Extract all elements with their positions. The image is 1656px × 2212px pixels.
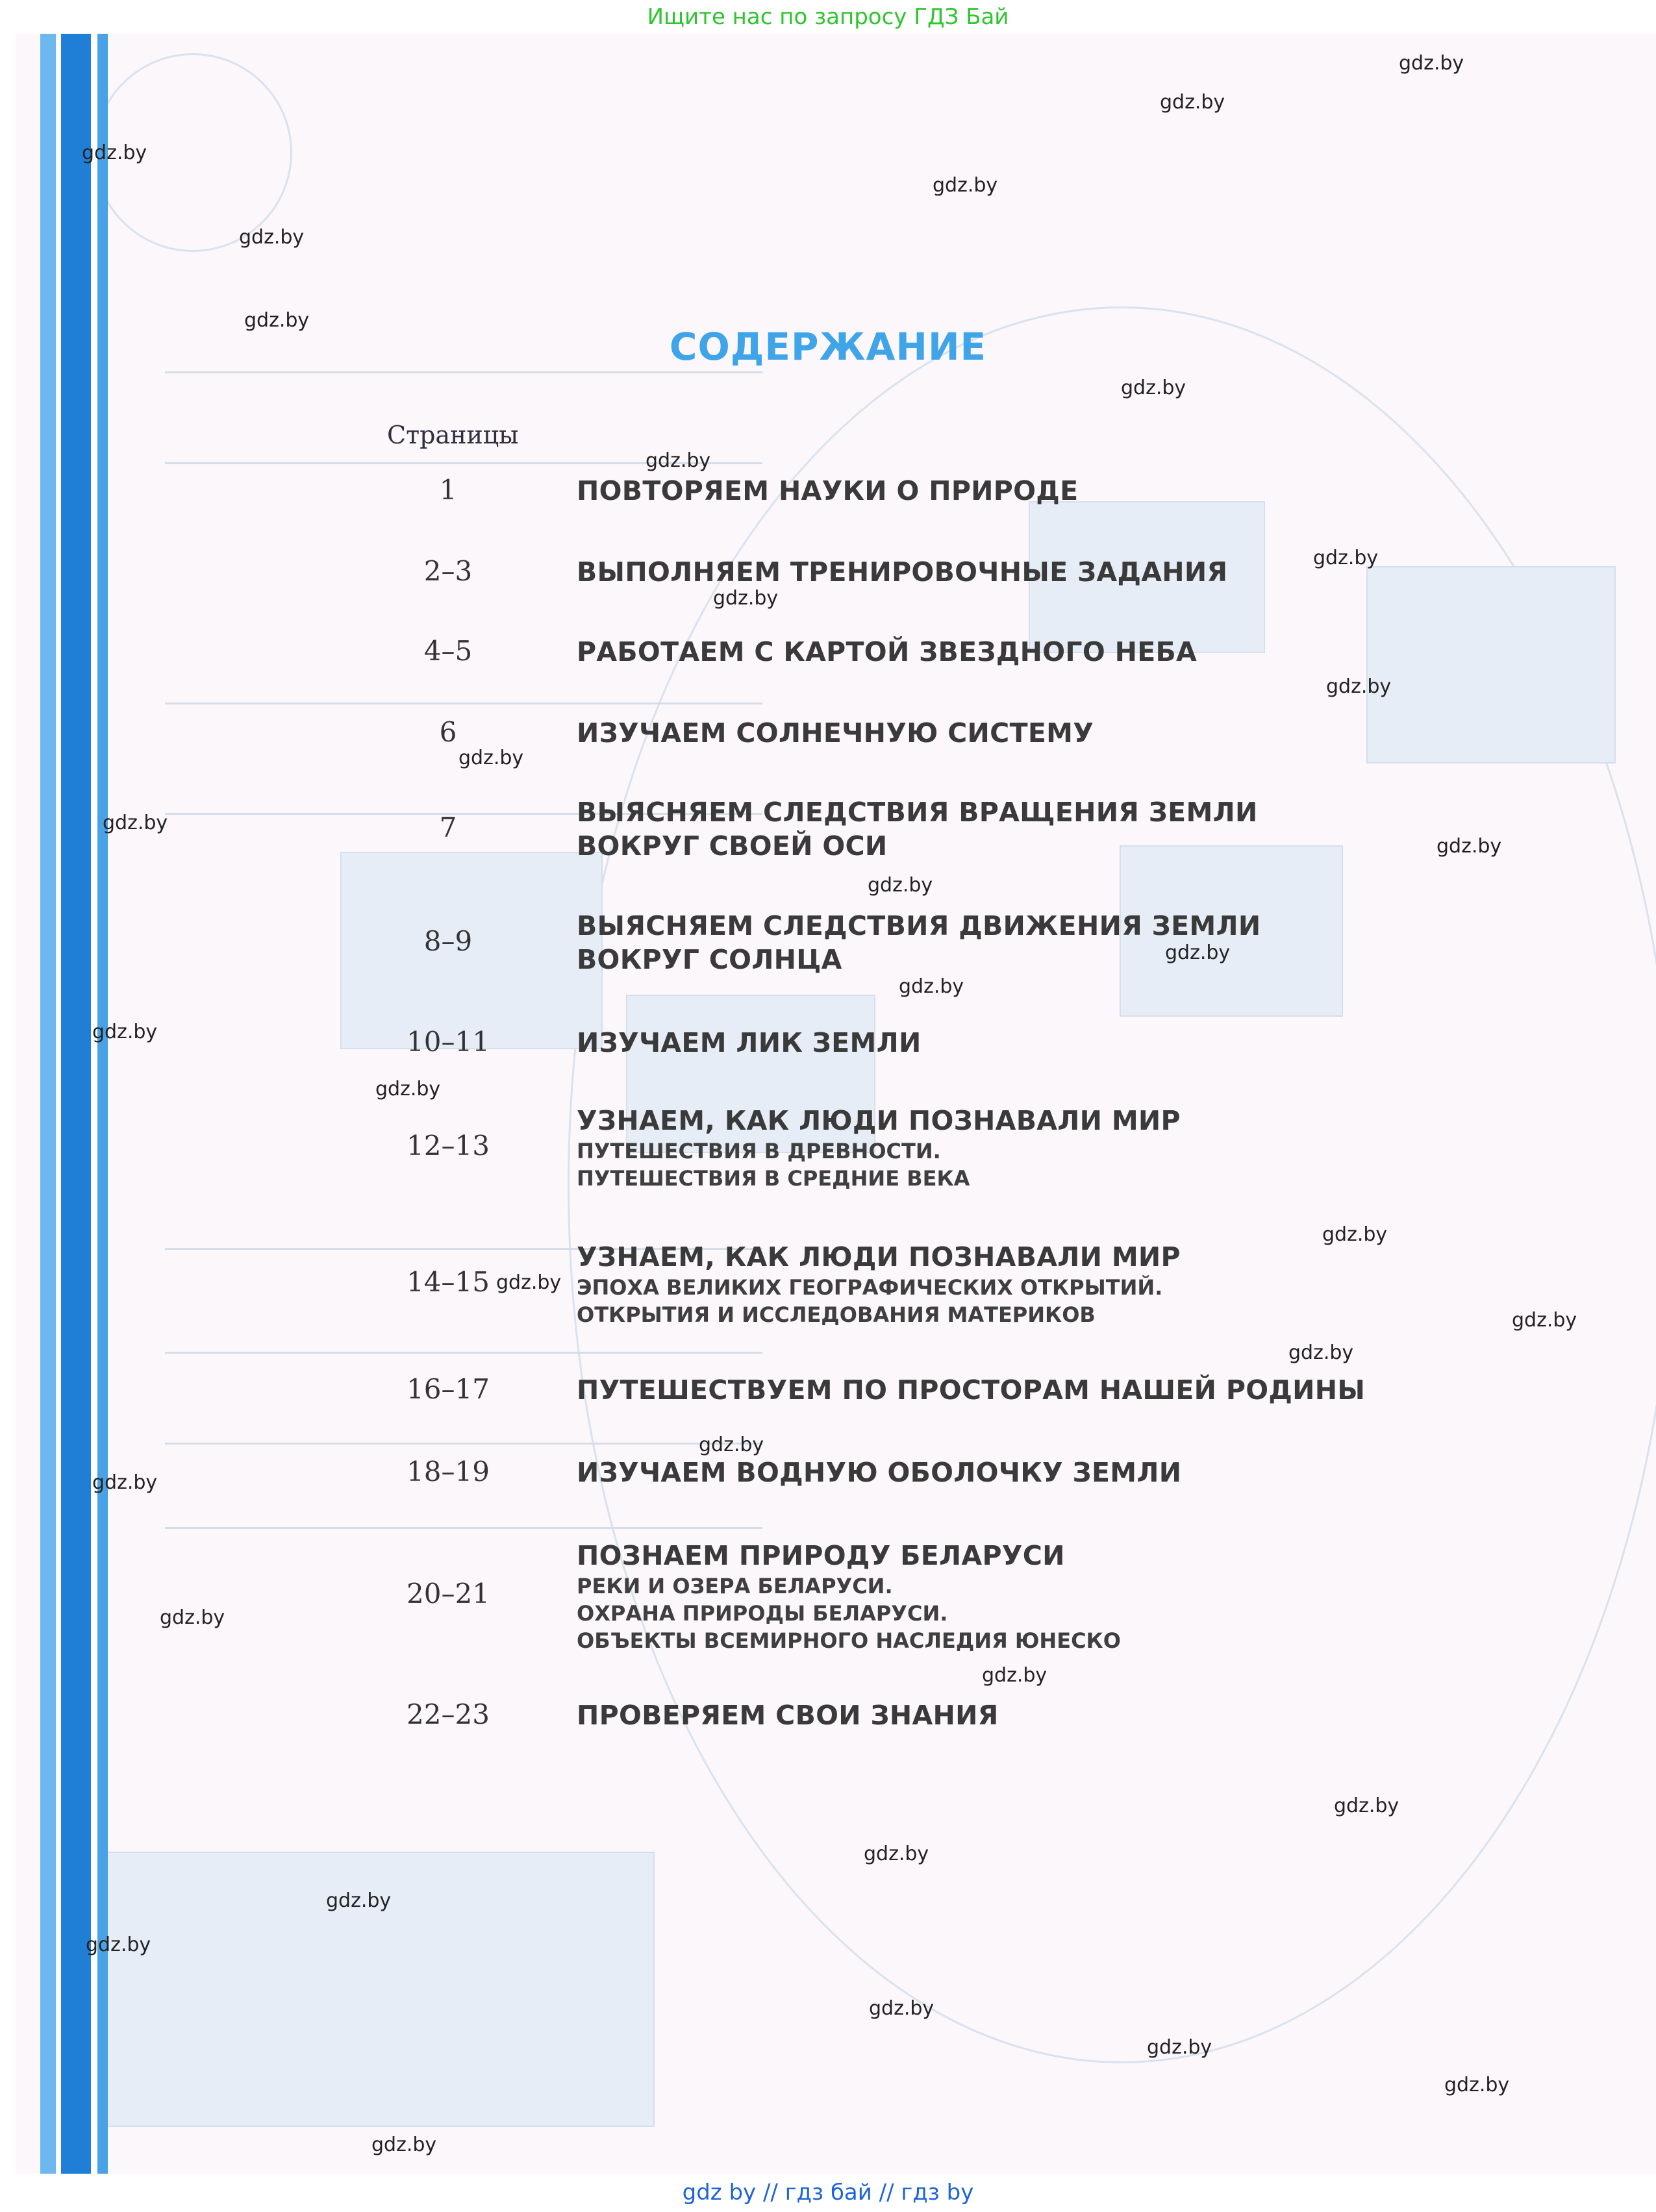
watermark-text: gdz.by: [1322, 1223, 1388, 1246]
watermark-text: gdz.by: [92, 1021, 158, 1043]
watermark-text: gdz.by: [646, 449, 711, 472]
toc-title: ПОЗНАЕМ ПРИРОДУ БЕЛАРУСИ: [577, 1540, 1065, 1571]
toc-subtitle: ПУТЕШЕСТВИЯ В ДРЕВНОСТИ.: [577, 1139, 941, 1163]
toc-title: УЗНАЕМ, КАК ЛЮДИ ПОЗНАВАЛИ МИР: [577, 1105, 1181, 1136]
watermark-text: gdz.by: [239, 226, 305, 249]
toc-title: ВОКРУГ СОЛНЦА: [577, 944, 842, 975]
toc-title: ИЗУЧАЕМ ЛИК ЗЕМЛИ: [577, 1027, 922, 1058]
toc-page-numbers: 1: [439, 474, 457, 506]
toc-page-numbers: 20–21: [407, 1578, 490, 1609]
bleed-rule: [165, 1352, 762, 1354]
watermark-text: gdz.by: [1326, 675, 1392, 698]
toc-page-numbers: 14–15: [407, 1266, 490, 1298]
toc-title: РАБОТАЕМ С КАРТОЙ ЗВЕЗДНОГО НЕБА: [577, 636, 1198, 667]
watermark-text: gdz.by: [1160, 91, 1225, 114]
watermark-text: gdz.by: [1399, 52, 1464, 75]
toc-entry: [577, 635, 1518, 669]
watermark-text: gdz.by: [864, 1843, 929, 1865]
toc-title: ВЫПОЛНЯЕМ ТРЕНИРОВОЧНЫЕ ЗАДАНИЯ: [577, 556, 1228, 588]
toc-page-numbers: 7: [439, 812, 457, 843]
top-banner[interactable]: Ищите нас по запросу ГДЗ Бай: [647, 4, 1009, 30]
pages-column-header: Страницы: [387, 421, 519, 449]
bottom-banner[interactable]: gdz by // гдз бай // гдз by: [682, 2180, 974, 2206]
toc-entry: [577, 716, 1518, 750]
watermark-text: gdz.by: [1147, 2036, 1212, 2059]
watermark-text: gdz.by: [699, 1434, 764, 1456]
toc-entry: [577, 1698, 1518, 1732]
watermark-text: gdz.by: [1313, 547, 1379, 569]
watermark-text: gdz.by: [1334, 1795, 1399, 1817]
toc-subtitle: ЭПОХА ВЕЛИКИХ ГЕОГРАФИЧЕСКИХ ОТКРЫТИЙ.: [577, 1275, 1163, 1300]
toc-title: ВОКРУГ СВОЕЙ ОСИ: [577, 830, 888, 862]
watermark-text: gdz.by: [103, 812, 168, 834]
toc-title: ВЫЯСНЯЕМ СЛЕДСТВИЯ ДВИЖЕНИЯ ЗЕМЛИ: [577, 910, 1261, 941]
toc-entry: [577, 474, 1518, 508]
toc-page-numbers: 8–9: [423, 925, 473, 957]
page-title: СОДЕРЖАНИЕ: [669, 325, 987, 369]
toc-page-numbers: 10–11: [407, 1026, 490, 1058]
watermark-text: gdz.by: [1444, 2074, 1510, 2096]
watermark-text: gdz.by: [899, 975, 964, 998]
toc-entry: [577, 1373, 1518, 1407]
watermark-text: gdz.by: [1165, 941, 1231, 964]
watermark-text: gdz.by: [92, 1471, 158, 1494]
watermark-text: gdz.by: [869, 1997, 935, 2020]
toc-page-numbers: 6: [439, 716, 457, 748]
bleed-rule: [165, 1443, 762, 1445]
toc-subtitle: РЕКИ И ОЗЕРА БЕЛАРУСИ.: [577, 1574, 893, 1598]
watermark-text: gdz.by: [1512, 1309, 1577, 1332]
watermark-text: gdz.by: [458, 747, 524, 769]
toc-title: ИЗУЧАЕМ ВОДНУЮ ОБОЛОЧКУ ЗЕМЛИ: [577, 1457, 1182, 1488]
watermark-text: gdz.by: [982, 1664, 1048, 1687]
toc-title: ВЫЯСНЯЕМ СЛЕДСТВИЯ ВРАЩЕНИЯ ЗЕМЛИ: [577, 797, 1258, 828]
watermark-text: gdz.by: [371, 2133, 437, 2156]
watermark-text: gdz.by: [496, 1271, 562, 1294]
toc-page-numbers: 22–23: [407, 1698, 490, 1730]
toc-page-numbers: 2–3: [423, 555, 473, 587]
toc-title: ПОВТОРЯЕМ НАУКИ О ПРИРОДЕ: [577, 475, 1079, 506]
watermark-text: gdz.by: [86, 1933, 151, 1956]
bleed-rule: [165, 702, 762, 704]
toc-title: ИЗУЧАЕМ СОЛНЕЧНУЮ СИСТЕМУ: [577, 717, 1094, 749]
watermark-text: gdz.by: [375, 1078, 441, 1100]
watermark-text: gdz.by: [1288, 1341, 1354, 1364]
watermark-text: gdz.by: [933, 174, 998, 197]
bleed-rule: [165, 1527, 762, 1529]
toc-page-numbers: 4–5: [423, 635, 473, 667]
toc-subtitle: ОБЪЕКТЫ ВСЕМИРНОГО НАСЛЕДИЯ ЮНЕСКО: [577, 1628, 1121, 1653]
toc-subtitle: ПУТЕШЕСТВИЯ В СРЕДНИЕ ВЕКА: [577, 1166, 970, 1191]
toc-subtitle: ОХРАНА ПРИРОДЫ БЕЛАРУСИ.: [577, 1601, 948, 1626]
toc-entry: [577, 1240, 1518, 1328]
watermark-text: gdz.by: [713, 587, 779, 610]
watermark-text: gdz.by: [244, 309, 310, 332]
watermark-text: gdz.by: [82, 142, 147, 164]
bleed-rule: [165, 371, 762, 373]
toc-entry: [577, 1456, 1518, 1489]
watermark-text: gdz.by: [326, 1889, 392, 1912]
toc-subtitle: ОТКРЫТИЯ И ИССЛЕДОВАНИЯ МАТЕРИКОВ: [577, 1302, 1096, 1327]
watermark-text: gdz.by: [1121, 377, 1186, 399]
toc-entry: [577, 795, 1518, 863]
toc-entry: [577, 1539, 1518, 1654]
toc-page-numbers: 18–19: [407, 1456, 490, 1487]
watermark-text: gdz.by: [868, 874, 933, 897]
toc-entry: [577, 1026, 1518, 1060]
toc-entry: [577, 1104, 1518, 1192]
toc-page-numbers: 12–13: [407, 1130, 490, 1162]
toc-title: ПУТЕШЕСТВУЕМ ПО ПРОСТОРАМ НАШЕЙ РОДИНЫ: [577, 1374, 1366, 1406]
toc-title: УЗНАЕМ, КАК ЛЮДИ ПОЗНАВАЛИ МИР: [577, 1241, 1181, 1273]
toc-title: ПРОВЕРЯЕМ СВОИ ЗНАНИЯ: [577, 1700, 999, 1731]
watermark-text: gdz.by: [160, 1606, 225, 1629]
toc-entry: [577, 909, 1518, 976]
toc-page-numbers: 16–17: [407, 1373, 490, 1405]
watermark-text: gdz.by: [1436, 835, 1502, 858]
